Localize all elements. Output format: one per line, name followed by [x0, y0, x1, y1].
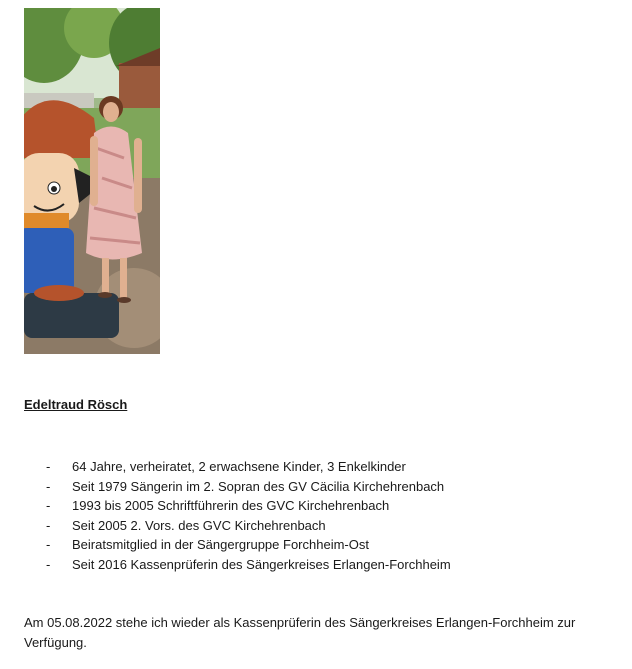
portrait-photo-icon [24, 8, 160, 354]
list-item-text: 64 Jahre, verheiratet, 2 erwachsene Kinder, 3 Enkelkinder [72, 459, 406, 474]
list-item [24, 516, 451, 536]
list-item-text: 1993 bis 2005 Schriftführerin des GVC Kirchehrenbach [72, 498, 390, 513]
list-item-text: Beiratsmitglied in der Sängergruppe Forchheim-Ost [72, 537, 369, 552]
bullet-dash: - [46, 459, 51, 474]
list-item-text: Seit 2016 Kassenprüferin des Sängerkreises Erlangen-Forchheim [72, 556, 451, 572]
list-item [24, 535, 451, 555]
closing-paragraph: Am 05.08.2022 stehe ich wieder als Kassenprüferin des Sängerkreises Erlangen-Forchheim zur Verfügung. [24, 615, 576, 650]
bullet-dash: - [46, 478, 51, 494]
person-name: Edeltraud Rösch [24, 397, 128, 412]
bullet-dash: - [46, 517, 51, 533]
list-item-text: Seit 2005 2. Vors. des GVC Kirchehrenbach [72, 517, 326, 533]
bullet-dash: - [46, 537, 51, 552]
list-item [24, 555, 451, 575]
list-item-text: Seit 1979 Sängerin im 2. Sopran des GV Cäcilia Kirchehrenbach [72, 478, 445, 494]
bullet-dash: - [46, 556, 51, 572]
portrait-photo [24, 8, 160, 354]
bullet-dash: - [46, 498, 51, 513]
list-item [24, 457, 451, 477]
list-item [24, 477, 451, 497]
bio-list [24, 457, 451, 574]
list-item [24, 496, 451, 516]
